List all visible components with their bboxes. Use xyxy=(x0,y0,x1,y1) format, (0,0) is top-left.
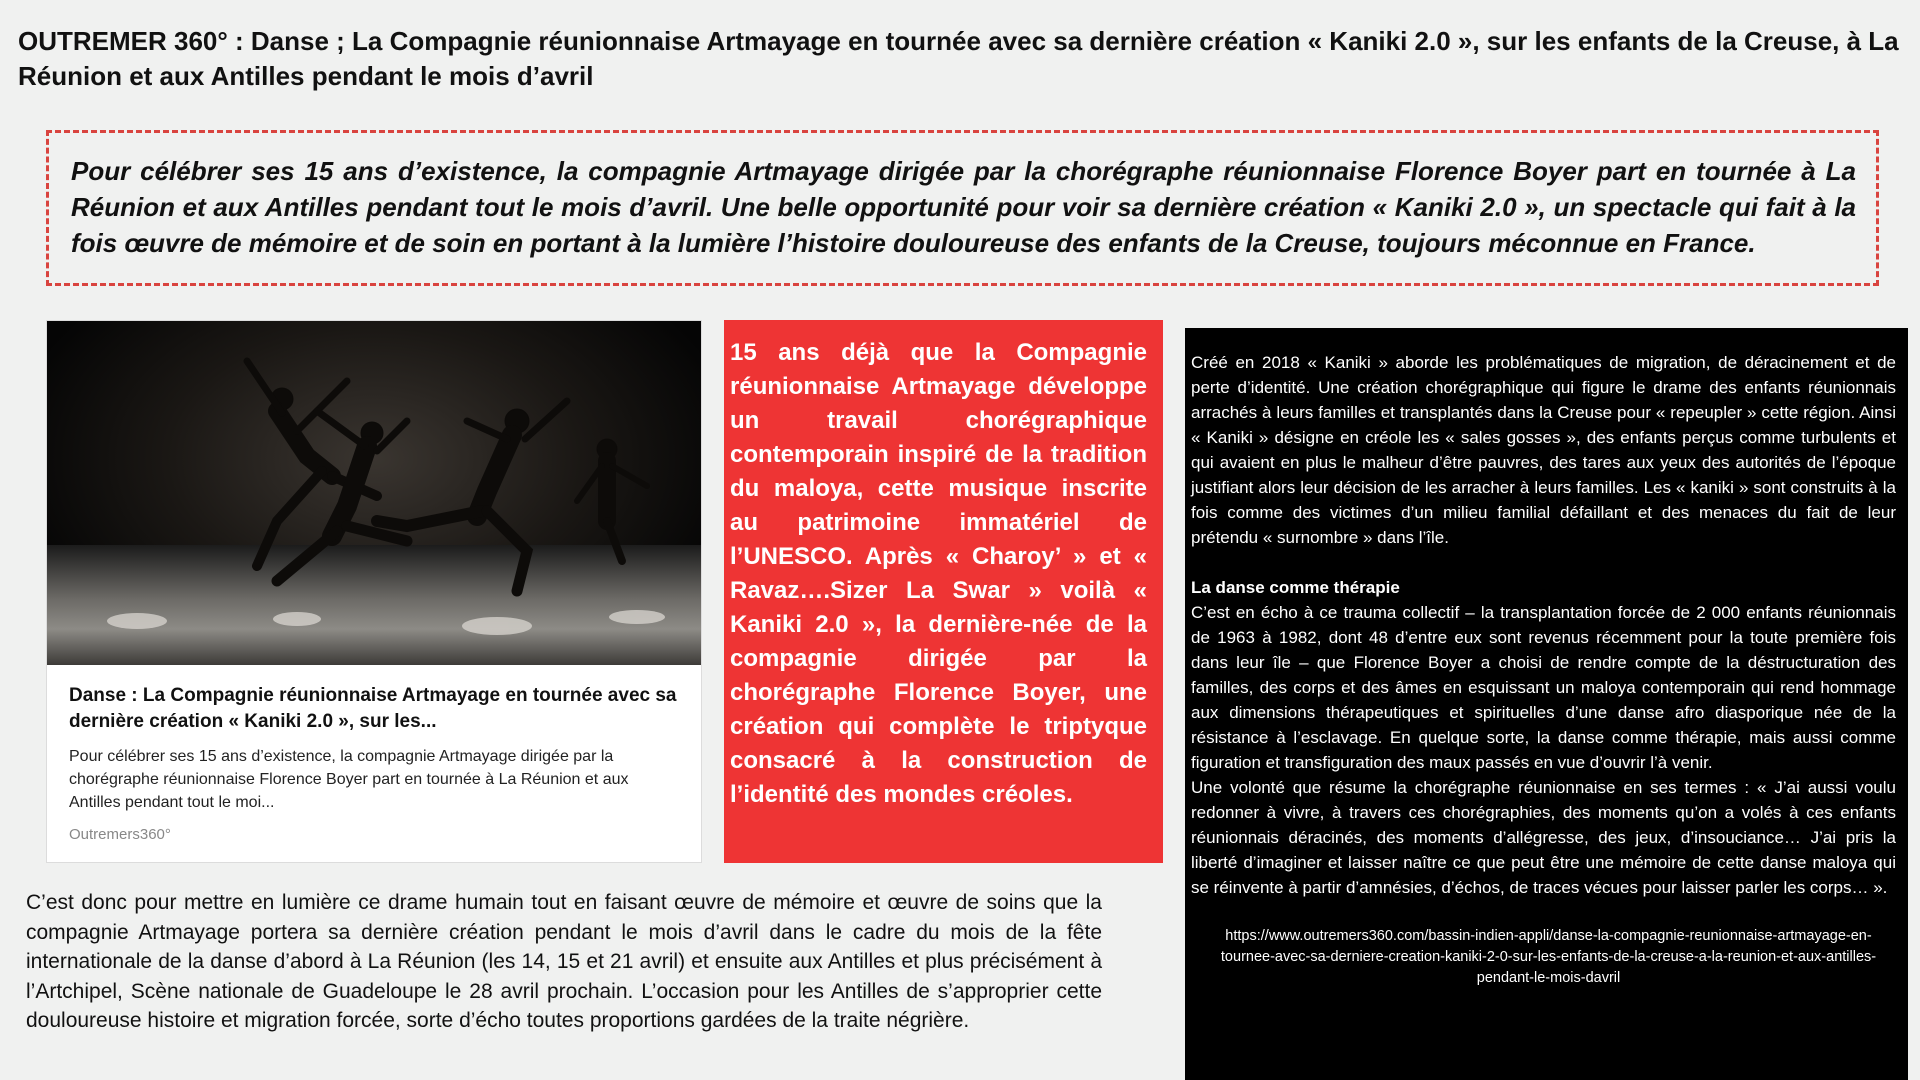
dance-photo xyxy=(47,321,701,665)
dancer-4 xyxy=(577,439,647,561)
body-paragraph: C’est donc pour mettre en lumière ce drame humain tout en faisant œuvre de mémoire et œuvre de soins que la compagnie Artmayage portera sa dernière création pendant le mois d’avril dans le cadre du mois de la fête internationale de la danse d’abord à La Réunion (les 14, 15 et 21 avril) et ensuite aux Antilles et plus précisément à l’Artchipel, Scène nationale de Guadeloupe le 28 avril prochain. L’occasion pour les Antilles de s’approprier cette douloureuse histoire et migration forcée, sorte d’écho toutes proportions gardées de la traite négrière. xyxy=(26,891,1102,1032)
sidebar-subheading: La danse comme thérapie xyxy=(1191,578,1400,597)
sidebar-paragraph-2: C’est en écho à ce trauma collectif – la transplantation forcée de 2 000 enfants réunionnais de 1963 à 1982, dont 48 d’entre eux sont revenus récemment pour la toute première fois dans leur île – que Florence Boyer a choisi de rendre compte de la déstructuration des familles, des corps et des âmes en esquissant un maloya contemporain qui rend hommage aux dimensions thérapeutiques et spirituelles d’une danse afro diasporique née de la résistance à l’esclavage. En quelque sorte, la danse comme thérapie, mais aussi comme figuration et transfiguration des maux passés en vue d’ouvrir l’à venir. xyxy=(1191,603,1896,772)
dancers-illustration xyxy=(47,321,701,665)
link-preview-card[interactable] xyxy=(46,320,702,863)
dancer-3 xyxy=(377,401,567,591)
sidebar-paragraph-1: Créé en 2018 « Kaniki » aborde les problématiques de migration, de déracinement et de perte d’identité. Une création chorégraphique qui figure le drame des enfants réunionnais arrachés à leurs familles et transplantés dans la Creuse pour « repeupler » cette région. Ainsi « Kaniki » désigne en créole les « sales gosses », des enfants perçus comme turbulents et qui avaient en plus le malheur d’être pauvres, des tares aux yeux des autorités de l’époque justifiant alors leur décision de les arracher à leurs familles. Les « kaniki » sont construits à la fois comme des victimes d’un milieu familial défaillant et des menaces du fait de leur prétendu « surnombre » dans l’île. xyxy=(1191,353,1896,547)
highlight-box xyxy=(724,320,1163,863)
card-description: Pour célébrer ses 15 ans d’existence, la compagnie Artmayage dirigée par la chorégraphe réunionnaise Florence Boyer part en tournée à La Réunion et aux Antilles pendant tout le moi... xyxy=(69,748,629,811)
card-title[interactable]: Danse : La Compagnie réunionnaise Artmayage en tournée avec sa dernière création « Kaniki 2.0 », sur les... xyxy=(69,685,677,732)
source-url-link[interactable]: https://www.outremers360.com/bassin-indien-appli/danse-la-compagnie-reunionnaise-artmayage-en-tournee-avec-sa-derniere-creation-kaniki-2-0-sur-les-enfants-de-la-creuse-a-la-reunion-et-aux-antilles-pendant-le-mois-davril xyxy=(1220,928,1877,986)
lead-box xyxy=(46,130,1879,286)
sidebar-paragraph-3: Une volonté que résume la chorégraphe réunionnaise en ses termes : « J’ai aussi voulu redonner à vivre, à travers ces chorégraphies, des moments qu’on a volés à ces enfants réunionnais déracinés, des moments d’allégresse, des jeux, d’insouciance… J’ai pris la liberté d’imaginer et laisser naître ce que peut être une mémoire de cette danse maloya qui se réinvente à partir d’amnésies, d’échos, de traces vécues pour laisser parler les corps… ». xyxy=(1191,778,1896,897)
sidebar-box xyxy=(1185,328,1908,1080)
highlight-text: 15 ans déjà que la Compagnie réunionnaise Artmayage développe un travail chorégraphique contemporain inspiré de la tradition du maloya, cette musique inscrite au patrimoine immatériel de l’UNESCO. Après « Charoy’ » et « Ravaz….Sizer La Swar » voilà « Kaniki 2.0 », la dernière-née de la compagnie dirigée par la chorégraphe Florence Boyer, une création qui complète le triptyque consacré à la construction de l’identité des mondes créoles. xyxy=(730,339,1147,808)
page-title: OUTREMER 360° : Danse ; La Compagnie réunionnaise Artmayage en tournée avec sa dernière création « Kaniki 2.0 », sur les enfants de la Creuse, à La Réunion et aux Antilles pendant le mois d’avril xyxy=(18,26,1899,91)
card-source: Outremers360° xyxy=(69,826,171,843)
lead-text: Pour célébrer ses 15 ans d’existence, la compagnie Artmayage dirigée par la chorégraphe réunionnaise Florence Boyer part en tournée à La Réunion et aux Antilles pendant tout le mois d’avril. Une belle opportunité pour voir sa dernière création « Kaniki 2.0 », un spectacle qui fait à la fois œuvre de mémoire et de soin en portant à la lumière l’histoire douloureuse des enfants de la Creuse, toujours méconnue en France. xyxy=(71,156,1856,258)
